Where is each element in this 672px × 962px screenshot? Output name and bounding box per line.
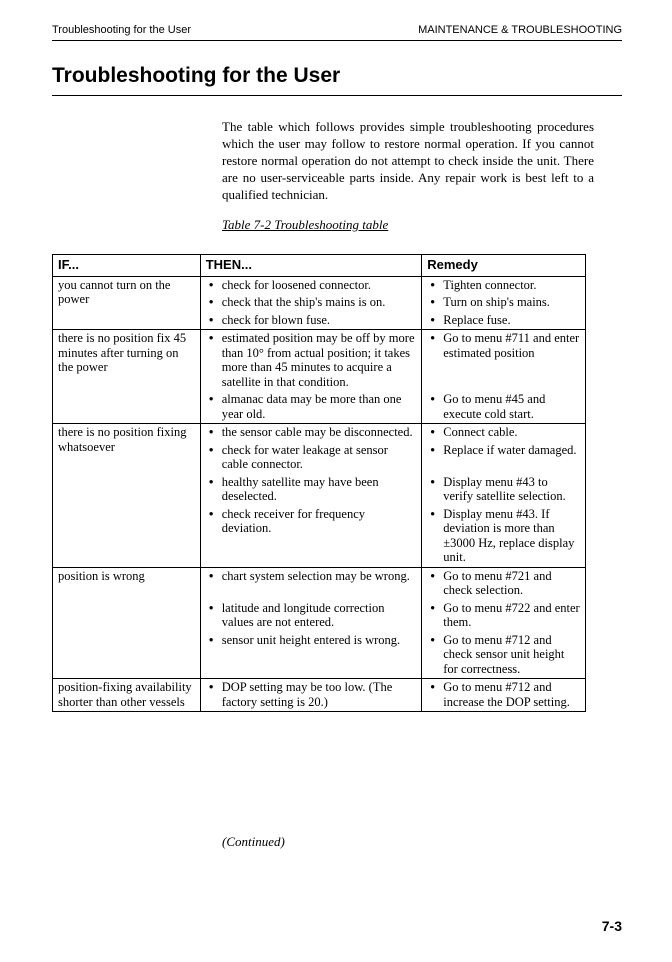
column-header-remedy: Remedy	[422, 255, 586, 277]
then-bullet-item: ● DOP setting may be too low. (The factory setting is 20.)	[206, 680, 417, 709]
then-bullet-item: ● check that the ship's mains is on.	[206, 295, 417, 310]
then-bullet-item: ● check for water leakage at sensor cable connector.	[206, 443, 417, 472]
then-cell	[200, 600, 422, 632]
then-bullet-item: ● almanac data may be more than one year old.	[206, 392, 417, 421]
then-cell	[200, 391, 422, 424]
then-cell	[200, 679, 422, 712]
if-condition-cell: position-fixing availability shorter than other vessels	[53, 679, 201, 712]
remedy-bullet-item: ● Go to menu #45 and execute cold start.	[427, 392, 580, 421]
table-caption: Table 7-2 Troubleshooting table	[222, 217, 389, 232]
remedy-cell	[422, 567, 586, 600]
remedy-cell	[422, 632, 586, 679]
then-cell	[200, 276, 422, 294]
table-row	[53, 276, 586, 294]
if-condition-cell: you cannot turn on the power	[53, 276, 201, 330]
table-row	[53, 679, 586, 712]
then-cell	[200, 506, 422, 568]
table-row	[53, 330, 586, 392]
then-cell	[200, 632, 422, 679]
page-number: 7-3	[601, 918, 622, 934]
continued-note: (Continued)	[222, 834, 285, 849]
remedy-bullet-item: ● Display menu #43. If deviation is more than ±3000 Hz, replace display unit.	[427, 507, 580, 565]
column-header-if: IF...	[53, 255, 201, 277]
remedy-cell	[422, 424, 586, 442]
table-header-row	[53, 255, 586, 277]
remedy-bullet-item: ● Go to menu #721 and check selection.	[427, 569, 580, 598]
running-header-right: MAINTENANCE & TROUBLESHOOTING	[418, 24, 622, 36]
remedy-cell	[422, 330, 586, 392]
remedy-bullet-item: ● Turn on ship's mains.	[427, 295, 580, 310]
if-condition-cell: there is no position fixing whatsoever	[53, 424, 201, 568]
running-header	[52, 22, 622, 40]
remedy-cell	[422, 312, 586, 330]
remedy-bullet-item: ● Go to menu #722 and enter them.	[427, 601, 580, 630]
then-cell	[200, 294, 422, 312]
page-title: Troubleshooting for the User	[52, 64, 341, 87]
then-bullet-item: ● healthy satellite may have been deselected.	[206, 475, 417, 504]
remedy-bullet-item: ● Replace fuse.	[427, 313, 580, 328]
remedy-bullet-item: ● Display menu #43 to verify satellite selection.	[427, 475, 580, 504]
remedy-cell	[422, 391, 586, 424]
then-bullet-item: ● latitude and longitude correction values are not entered.	[206, 601, 417, 630]
then-cell	[200, 312, 422, 330]
header-rule	[52, 40, 622, 41]
running-header-left: Troubleshooting for the User	[52, 24, 191, 36]
intro-paragraph: The table which follows provides simple troubleshooting procedures which the user may follow to restore normal operation. If you cannot restore normal operation do not attempt to check inside the unit. There are no user-serviceable parts inside. Any repair work is best left to a qualified technician.	[222, 119, 594, 202]
remedy-bullet-item: ● Go to menu #712 and check sensor unit height for correctness.	[427, 633, 580, 677]
then-cell	[200, 330, 422, 392]
then-cell	[200, 424, 422, 442]
remedy-bullet-item: ● Replace if water damaged.	[427, 443, 580, 458]
then-cell	[200, 567, 422, 600]
title-rule	[52, 95, 622, 96]
then-bullet-item: ● sensor unit height entered is wrong.	[206, 633, 417, 648]
troubleshooting-table	[52, 254, 586, 712]
then-cell	[200, 442, 422, 474]
remedy-bullet-item: ● Go to menu #712 and increase the DOP setting.	[427, 680, 580, 709]
table-row	[53, 424, 586, 442]
remedy-cell	[422, 600, 586, 632]
then-bullet-item: ● estimated position may be off by more than 10° from actual position; it takes more than 45 minutes to acquire a satellite in that condition.	[206, 331, 417, 389]
remedy-cell	[422, 679, 586, 712]
remedy-cell	[422, 276, 586, 294]
if-condition-cell: position is wrong	[53, 567, 201, 679]
remedy-cell	[422, 506, 586, 568]
then-bullet-item: ● check for loosened connector.	[206, 278, 417, 293]
then-cell	[200, 474, 422, 506]
column-header-then: THEN...	[200, 255, 422, 277]
remedy-bullet-item: ● Connect cable.	[427, 425, 580, 440]
then-bullet-item: ● the sensor cable may be disconnected.	[206, 425, 417, 440]
remedy-cell	[422, 474, 586, 506]
then-bullet-item: ● check for blown fuse.	[206, 313, 417, 328]
remedy-bullet-item: ● Go to menu #711 and enter estimated position	[427, 331, 580, 360]
remedy-cell	[422, 294, 586, 312]
if-condition-cell: there is no position fix 45 minutes after turning on the power	[53, 330, 201, 424]
then-bullet-item: ● chart system selection may be wrong.	[206, 569, 417, 584]
remedy-bullet-item: ● Tighten connector.	[427, 278, 580, 293]
remedy-cell	[422, 442, 586, 474]
table-row	[53, 567, 586, 600]
then-bullet-item: ● check receiver for frequency deviation.	[206, 507, 417, 536]
